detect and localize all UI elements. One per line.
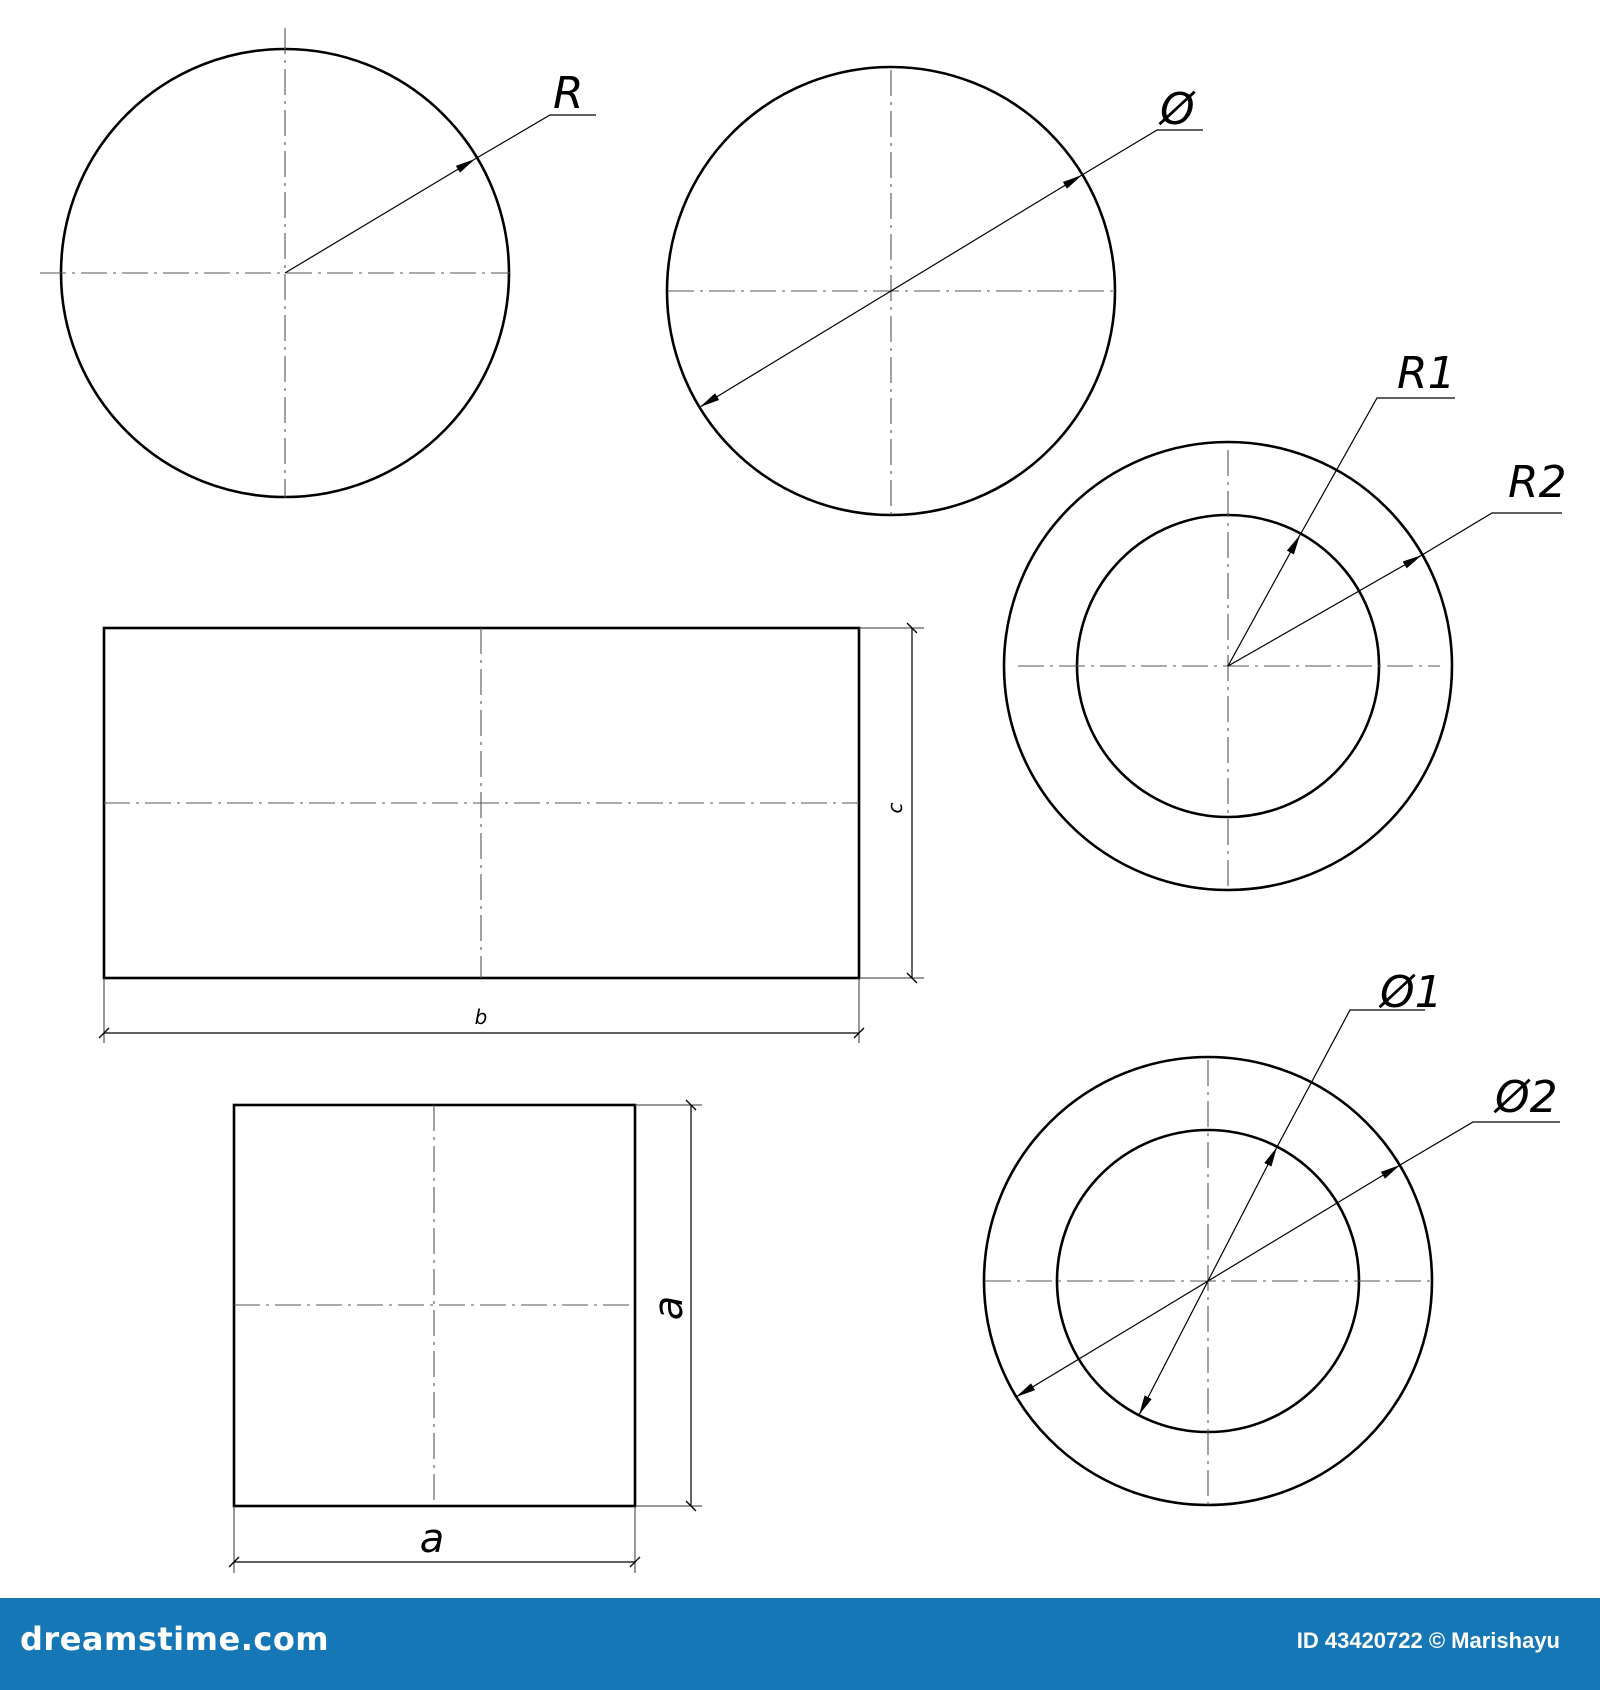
r1-leader bbox=[1300, 398, 1455, 535]
d2-label: Ø2 bbox=[1495, 1072, 1558, 1123]
rect-height-label: c bbox=[883, 802, 907, 814]
r1-label: R1 bbox=[1397, 348, 1456, 399]
r2-dimension-line bbox=[1228, 555, 1422, 666]
radius-dimension-line bbox=[285, 159, 475, 273]
r1-dimension-line bbox=[1228, 535, 1300, 666]
ring-diameter-figure bbox=[984, 967, 1560, 1505]
radius-leader bbox=[475, 115, 596, 159]
ring-radius-figure bbox=[1004, 348, 1567, 890]
diameter-label: Ø bbox=[1160, 84, 1195, 135]
r2-label: R2 bbox=[1508, 457, 1567, 508]
d1-leader bbox=[1277, 1010, 1425, 1147]
radius-circle-figure bbox=[40, 28, 596, 498]
rectangle-figure bbox=[104, 628, 924, 1043]
square-side-vertical-label: a bbox=[646, 1295, 692, 1321]
r2-leader bbox=[1422, 513, 1562, 555]
d1-label: Ø1 bbox=[1380, 967, 1443, 1018]
diameter-circle-figure bbox=[667, 67, 1203, 515]
d2-leader bbox=[1400, 1122, 1560, 1165]
watermark-footer-bar bbox=[0, 1598, 1600, 1690]
watermark-id-credit: ID 43420722 © Marishayu bbox=[1296, 1628, 1560, 1653]
diameter-leader bbox=[1082, 130, 1203, 175]
watermark-brand-logo: dreamstime.com bbox=[20, 1620, 330, 1658]
rect-width-label: b bbox=[474, 1005, 488, 1029]
square-figure bbox=[234, 1105, 702, 1573]
radius-label: R bbox=[553, 68, 584, 119]
square-side-horizontal-label: a bbox=[419, 1516, 445, 1562]
